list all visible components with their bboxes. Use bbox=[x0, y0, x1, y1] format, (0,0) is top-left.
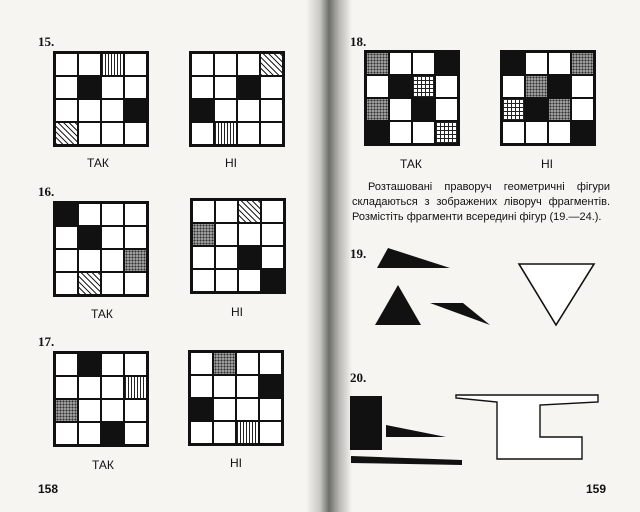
exercise-17-yes-label: ТАК bbox=[92, 458, 114, 472]
instruction-paragraph: Розташовані праворуч геометричні фігури складаються з зображених ліворуч фрагментів. Розмістіть фрагменти всередині фігур (19.—24.). bbox=[352, 181, 610, 223]
exercise-18-yes-label: ТАК bbox=[400, 157, 422, 171]
exercise-17-no-label: НІ bbox=[230, 456, 242, 470]
ex19-fragment-triangle-small bbox=[375, 285, 421, 325]
exercise-17-number: 17. bbox=[38, 334, 55, 349]
exercise-18-no-label: НІ bbox=[541, 157, 553, 171]
page-number-left: 158 bbox=[38, 482, 59, 496]
exercise-20-number: 20. bbox=[350, 370, 367, 385]
ex20-fragment-strip bbox=[351, 456, 462, 465]
exercise-15-yes-label: ТАК bbox=[87, 156, 109, 170]
exercise-16-yes-label: ТАК bbox=[91, 307, 113, 321]
exercise-15-no-label: НІ bbox=[225, 156, 237, 170]
exercise-15-number: 15. bbox=[38, 34, 55, 49]
ex19-fragment-triangle-narrow bbox=[430, 303, 490, 325]
exercise-18-number: 18. bbox=[350, 34, 367, 49]
ex20-fragment-wedge bbox=[386, 425, 446, 437]
exercise-19-number: 19. bbox=[350, 246, 367, 261]
exercise-16-number: 16. bbox=[38, 184, 55, 199]
ex20-fragment-rectangle bbox=[350, 396, 382, 450]
page-number-right: 159 bbox=[586, 482, 607, 496]
ex20-target-shape bbox=[456, 395, 598, 459]
ex19-fragment-triangle-thin bbox=[377, 248, 450, 268]
exercise-16-no-label: НІ bbox=[231, 305, 243, 319]
ex19-target-triangle bbox=[519, 264, 594, 325]
